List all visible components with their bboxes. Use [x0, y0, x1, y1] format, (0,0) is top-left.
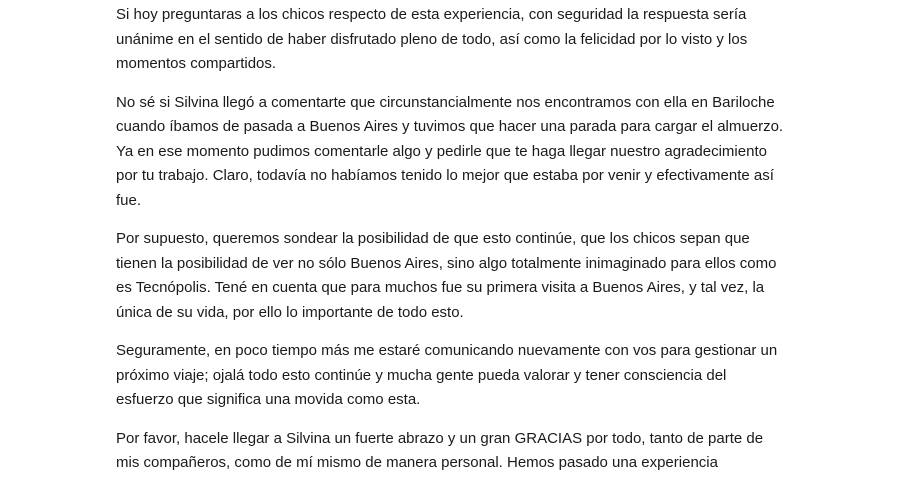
document-body: [116, 3, 788, 490]
paragraph-3: Por supuesto, queremos sondear la posibilidad de que esto continúe, que los chicos sepan que tienen la posibilidad de ver no sólo Buenos Aires, sino algo totalmente inimaginado para ellos como es Tecnópolis. Tené en cuenta que para muchos fue su primera visita a Buenos Aires, y tal vez, la única de su vida, por ello lo importante de todo esto.: [116, 230, 777, 321]
paragraph-5: Por favor, hacele llegar a Silvina un fuerte abrazo y un gran GRACIAS por todo, tanto de parte de mis compañeros, como de mí mismo de manera personal. Hemos pasado una experiencia: [116, 429, 764, 471]
paragraph-1: Si hoy preguntaras a los chicos respecto de esta experiencia, con seguridad la respuesta sería unánime en el sentido de haber disfrutado pleno de todo, así como la felicidad por lo visto y los momentos compartidos.: [116, 6, 748, 72]
paragraph-2: No sé si Silvina llegó a comentarte que circunstancialmente nos encontramos con ella en Bariloche cuando íbamos de pasada a Buenos Aires y tuvimos que hacer una parada para cargar el almuerzo. Ya en ese momento pudimos comentarle algo y pedirle que te haga llegar nuestro agradecimiento por tu trabajo. Claro, todavía no habíamos tenido lo mejor que estaba por venir y efectivamente así fue.: [116, 93, 784, 209]
paragraph-4: Seguramente, en poco tiempo más me estaré comunicando nuevamente con vos para gestionar un próximo viaje; ojalá todo esto continúe y mucha gente pueda valorar y tener consciencia del esfuerzo que significa una movida como esta.: [116, 342, 778, 408]
